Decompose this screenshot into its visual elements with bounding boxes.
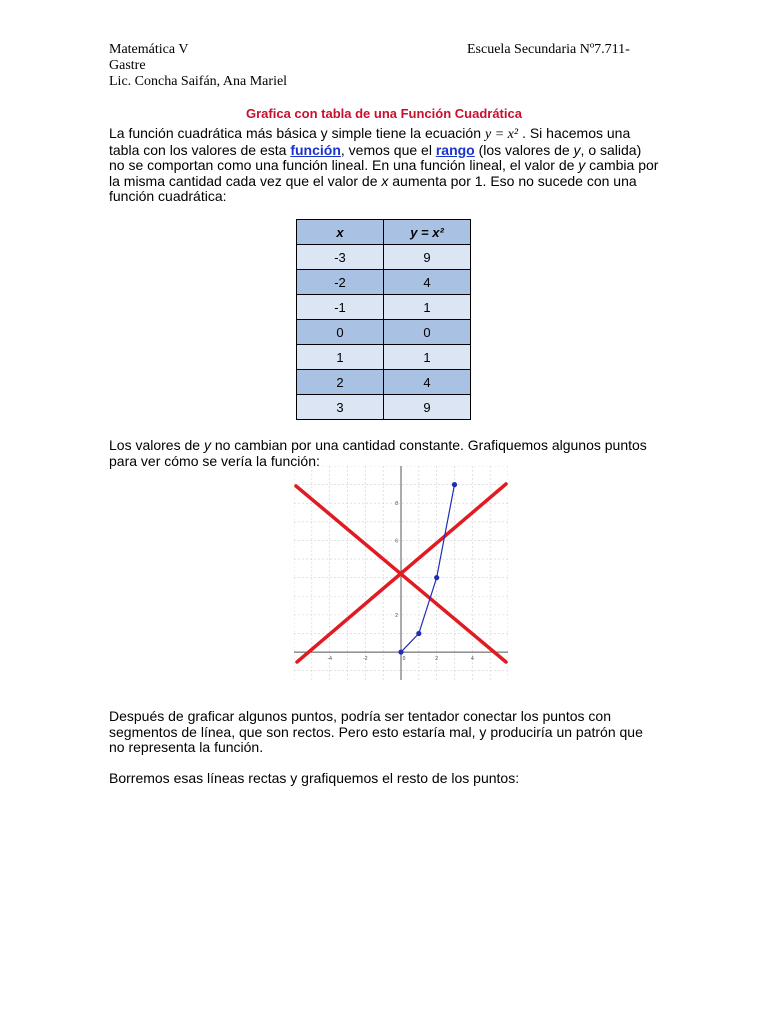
table-header-x: x: [297, 220, 384, 245]
explanation-paragraph: Después de graficar algunos puntos, podría ser tentador conectar los puntos con segmentos de línea, que son rectos. Pero esto estaría mal, y produciría un patrón que no representa la función.: [109, 708, 643, 755]
x-tick-label: 4: [470, 656, 474, 663]
header-author: Lic. Concha Saifán, Ana Mariel: [109, 74, 288, 89]
equation: y = x²: [484, 127, 519, 142]
header-location: Gastre: [109, 58, 146, 73]
data-point: [398, 649, 403, 654]
closing-paragraph: Borremos esas líneas rectas y grafiquemos el resto de los puntos:: [109, 770, 520, 786]
quadratic-plot: [294, 466, 508, 680]
y-tick-label: 2: [395, 612, 398, 619]
table-header-y: y = x²: [384, 220, 471, 245]
x-tick-label: -4: [327, 656, 332, 663]
x-tick-label: 0: [402, 656, 406, 663]
table-row: -1 1: [297, 295, 471, 320]
table-row: 3 9: [297, 395, 471, 420]
header-left: [109, 42, 287, 90]
table-row: -3 9: [297, 245, 471, 270]
table-header-row: [297, 220, 471, 245]
table-row: 0 0: [297, 320, 471, 345]
page-title: Grafica con tabla de una Función Cuadrática: [246, 106, 522, 121]
header-school: Escuela Secundaria Nº7.711-: [467, 42, 630, 57]
link-funcion[interactable]: función: [290, 141, 341, 158]
x-tick-label: 2: [435, 656, 439, 663]
table-row: 1 1: [297, 345, 471, 370]
data-point: [434, 575, 439, 580]
table-row: 2 4: [297, 370, 471, 395]
header-subject: Matemática V: [109, 42, 189, 57]
y-tick-label: 6: [395, 538, 398, 545]
link-rango[interactable]: rango: [435, 141, 475, 158]
graph-intro-paragraph: Los valores de y no cambian por una cantidad constante. Grafiquemos algunos puntos para ver cómo se vería la función:: [109, 437, 647, 469]
values-table: [296, 219, 471, 420]
y-tick-label: 8: [395, 501, 398, 508]
x-tick-label: -2: [363, 656, 368, 663]
data-point: [452, 482, 457, 487]
intro-paragraph: La función cuadrática más básica y simple tiene la ecuación y = x² . Si hacemos una tabla con los valores de esta función, vemos que el rango (los valores de y, o salida) no se comportan como una función lineal. En una función lineal, el valor de y cambia por la misma cantidad cada vez que el valor de x aumenta por 1. Eso no sucede con una función cuadrática:: [109, 125, 659, 204]
table-row: -2 4: [297, 270, 471, 295]
data-point: [416, 631, 421, 636]
